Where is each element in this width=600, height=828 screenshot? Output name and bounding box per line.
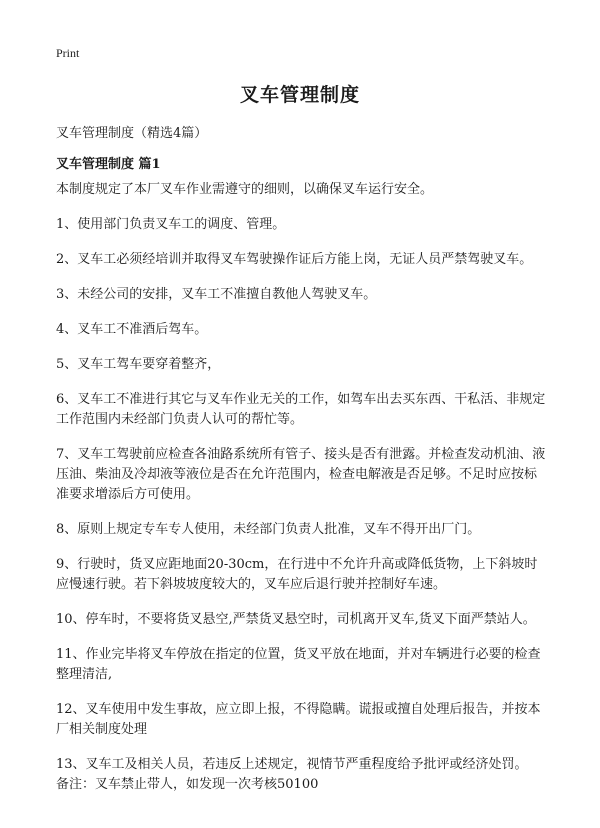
note-line: 备注：叉车禁止带人，如发现一次考核50100 — [56, 777, 319, 792]
section-heading: 叉车管理制度 篇1 — [56, 157, 161, 172]
rule-item-7: 7、叉车工驾驶前应检查各油路系统所有管子、接头是否有泄露。并检查发动机油、液压油、柴油及冷却液等液位是否在允许范围内，检查电解液是否足够。不足时应按标准要求增添后方可使用。 — [56, 447, 546, 502]
rule-item-6: 6、叉车工不准进行其它与叉车作业无关的工作，如驾车出去买东西、干私活、非规定工作范围内未经部门负责人认可的帮忙等。 — [56, 392, 546, 427]
document-subtitle: 叉车管理制度（精选4篇） — [56, 126, 208, 141]
document-body — [56, 180, 548, 795]
rule-item-5: 5、叉车工驾车要穿着整齐， — [56, 357, 221, 372]
rule-item-11: 11、作业完毕将叉车停放在指定的位置，货叉平放在地面，并对车辆进行必要的检查整理清洁, — [56, 647, 541, 682]
intro-paragraph: 本制度规定了本厂叉车作业需遵守的细则，以确保叉车运行安全。 — [56, 182, 434, 197]
rule-item-12: 12、叉车使用中发生事故，应立即上报，不得隐瞒。谎报或擅自处理后报告，并按本厂相关制度处理 — [56, 702, 541, 737]
rule-item-13: 13、叉车工及相关人员，若违反上述规定，视情节严重程度给予批评或经济处罚。 — [56, 757, 528, 772]
document-title: 叉车管理制度 — [239, 84, 360, 106]
rule-item-9: 9、行驶时，货叉应距地面20-30cm，在行进中不允许升高或降低货物，上下斜坡时应慢速行驶。若下斜坡坡度较大的，叉车应后退行驶并控制好车速。 — [56, 557, 538, 592]
rule-item-4: 4、叉车工不准酒后驾车。 — [56, 322, 208, 337]
rule-item-1: 1、使用部门负责叉车工的调度、管理。 — [56, 217, 286, 232]
print-label: Print — [56, 46, 80, 60]
rule-item-3: 3、未经公司的安排，叉车工不准擅自教他人驾驶叉车。 — [56, 287, 377, 302]
rule-item-10: 10、停车时，不要将货叉悬空,严禁货叉悬空时，司机离开叉车,货叉下面严禁站人。 — [56, 612, 536, 627]
rule-item-8: 8、原则上规定专车专人使用，未经部门负责人批准，叉车不得开出厂门。 — [56, 522, 481, 537]
rule-item-2: 2、叉车工必须经培训并取得叉车驾驶操作证后方能上岗，无证人员严禁驾驶叉车。 — [56, 252, 533, 267]
